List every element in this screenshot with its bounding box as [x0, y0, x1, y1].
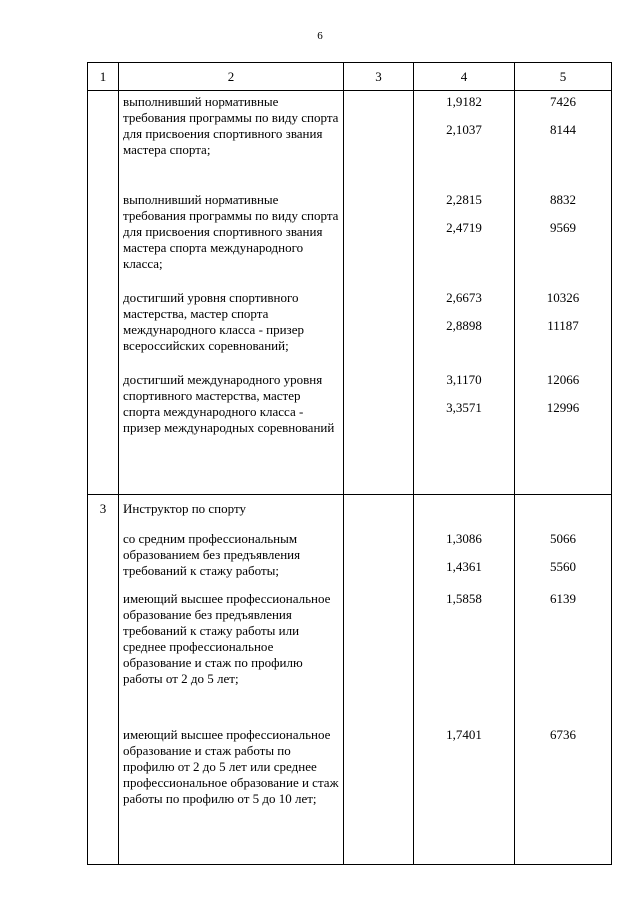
salary-value: 5560 [550, 559, 576, 574]
salary-value: 6736 [550, 727, 576, 742]
header-col-1: 1 [88, 63, 119, 91]
description-cell [119, 91, 344, 495]
coefficient-cell [414, 495, 515, 865]
coefficient-value: 2,4719 [446, 220, 482, 235]
salary-value: 10326 [546, 290, 580, 305]
salary-value: 9569 [550, 220, 576, 235]
salary-table [87, 62, 612, 865]
salary-value: 11187 [547, 318, 579, 333]
header-row [88, 63, 612, 91]
salary-value: 5066 [550, 531, 576, 546]
list-item: выполнивший нормативные требования программы по виду спорта для присвоения спортивного звания мастера спорта; [123, 94, 339, 157]
coefficient-value: 1,7401 [446, 727, 482, 742]
list-item: имеющий высшее профессиональное образование и стаж работы по профилю от 2 до 5 лет или среднее профессиональное образование и стаж работы по профилю от 5 до 10 лет; [123, 727, 339, 806]
page-number: 6 [317, 30, 323, 42]
salary-value: 8144 [550, 122, 576, 137]
coefficient-value: 1,4361 [446, 559, 482, 574]
row-number [88, 91, 119, 495]
coefficient-value: 2,8898 [446, 318, 482, 333]
coefficient-value: 1,5858 [446, 591, 482, 606]
header-col-5: 5 [515, 63, 612, 91]
list-item: достигший международного уровня спортивного мастерства, мастер спорта международного класса - призер международных соревнований [123, 372, 335, 435]
description-cell [119, 495, 344, 865]
salary-cell [515, 495, 612, 865]
table-row [88, 495, 612, 865]
coefficient-value: 2,2815 [446, 192, 482, 207]
section-title: Инструктор по спорту [123, 501, 246, 516]
coefficient-value: 3,3571 [446, 400, 482, 415]
empty-cell [344, 495, 414, 865]
coefficient-value: 2,1037 [446, 122, 482, 137]
coefficient-value: 1,3086 [446, 531, 482, 546]
coefficient-cell [414, 91, 515, 495]
row-number: 3 [88, 495, 119, 865]
salary-value: 6139 [550, 591, 576, 606]
header-col-4: 4 [414, 63, 515, 91]
salary-value: 7426 [550, 94, 576, 109]
header-col-2: 2 [119, 63, 344, 91]
salary-value: 12996 [546, 400, 580, 415]
salary-value: 8832 [550, 192, 576, 207]
salary-value: 12066 [546, 372, 580, 387]
coefficient-value: 1,9182 [446, 94, 482, 109]
list-item: имеющий высшее профессиональное образование без предъявления требований к стажу работы или среднее профессиональное образование и стаж по профилю работы от 2 до 5 лет; [123, 591, 331, 686]
list-item: достигший уровня спортивного мастерства, мастер спорта международного класса - призер всероссийских соревнований; [123, 290, 304, 353]
coefficient-value: 3,1170 [446, 372, 482, 387]
list-item: со средним профессиональным образованием без предъявления требований к стажу работы; [123, 531, 301, 578]
list-item: выполнивший нормативные требования программы по виду спорта для присвоения спортивного звания мастера спорта международного класса; [123, 192, 339, 271]
empty-cell [344, 91, 414, 495]
table-row [88, 91, 612, 495]
salary-cell [515, 91, 612, 495]
coefficient-value: 2,6673 [446, 290, 482, 305]
header-col-3: 3 [344, 63, 414, 91]
